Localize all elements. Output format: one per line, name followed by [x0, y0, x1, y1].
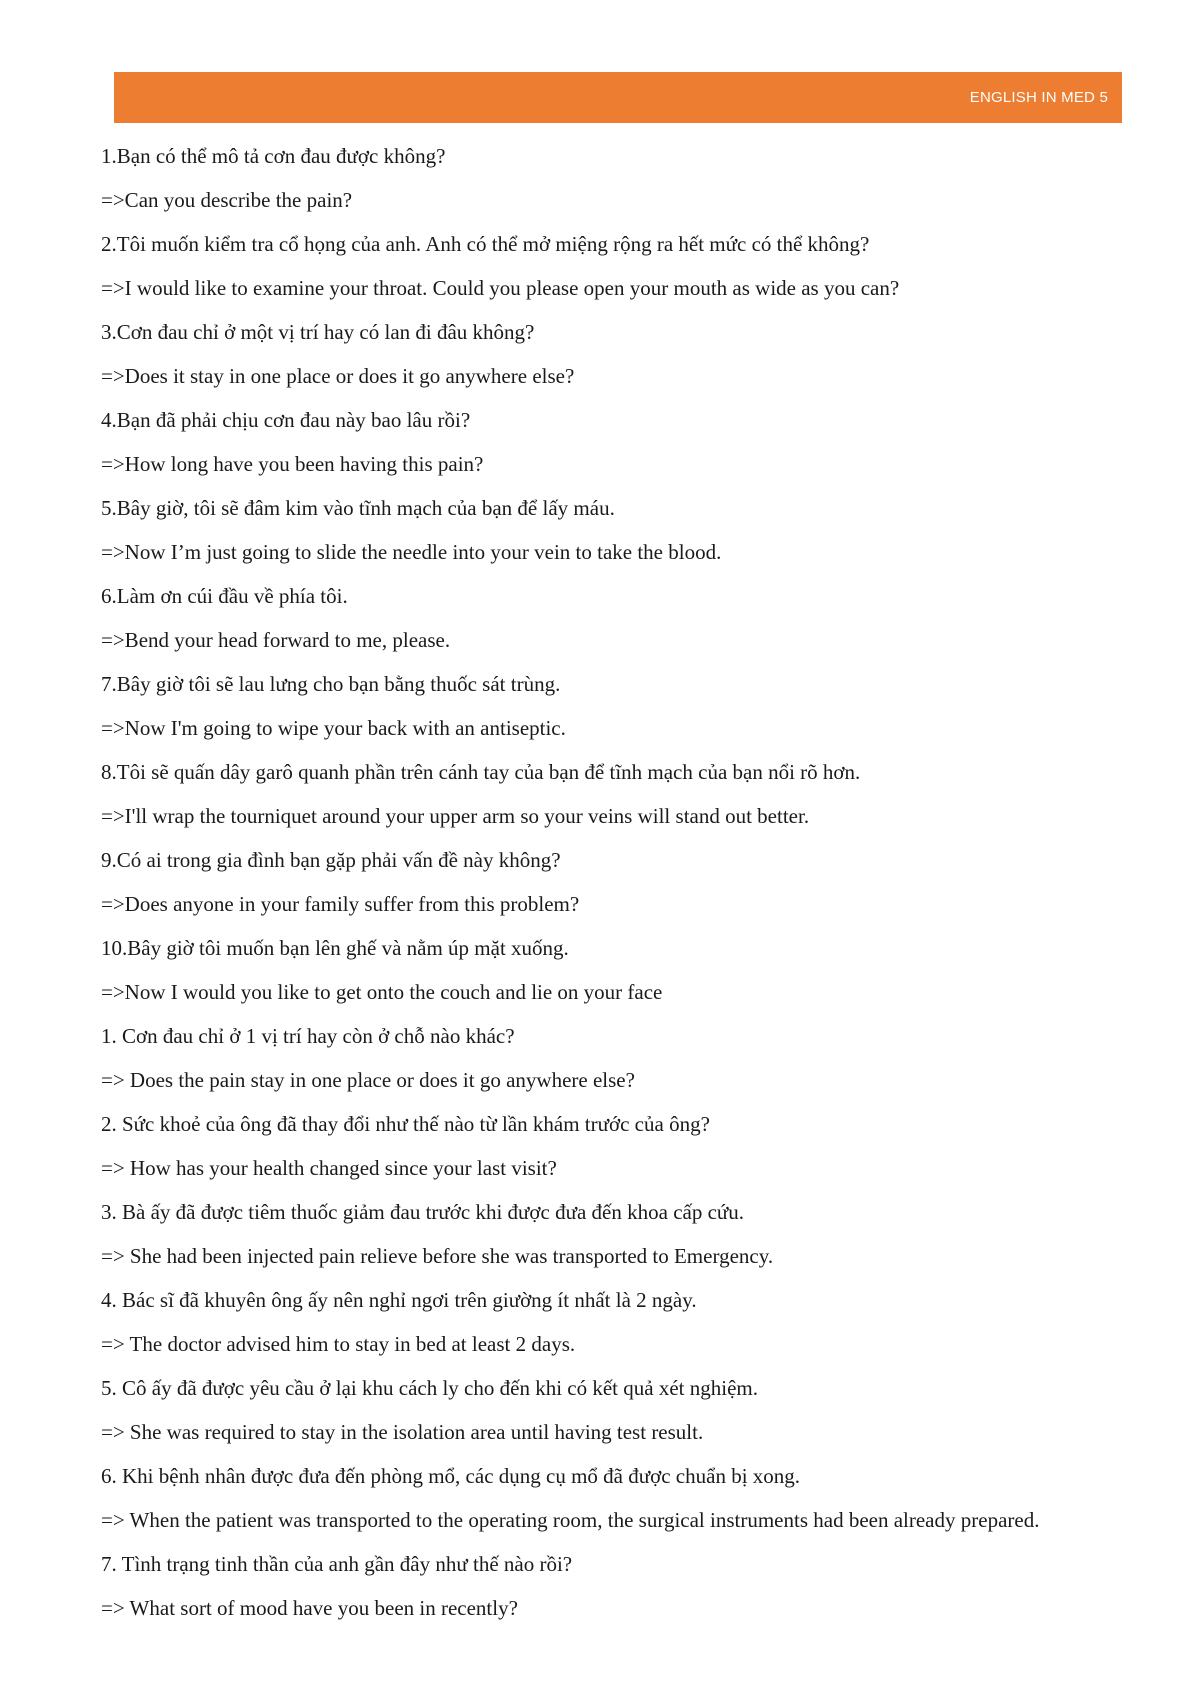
text-line: 10.Bây giờ tôi muốn bạn lên ghế và nằm úp mặt xuống.	[101, 936, 569, 960]
text-line: 7. Tình trạng tinh thần của anh gần đây như thế nào rồi?	[101, 1552, 573, 1576]
text-line: 2. Sức khoẻ của ông đã thay đổi như thế nào từ lần khám trước của ông?	[101, 1112, 710, 1136]
text-line: => Does the pain stay in one place or does it go anywhere else?	[101, 1068, 635, 1092]
text-line: => How has your health changed since your last visit?	[101, 1156, 557, 1180]
text-line: 6.Làm ơn cúi đầu về phía tôi.	[101, 584, 348, 608]
text-line: =>Does anyone in your family suffer from this problem?	[101, 892, 580, 916]
text-line: => What sort of mood have you been in recently?	[101, 1596, 518, 1620]
text-line: =>I would like to examine your throat. Could you please open your mouth as wide as you can?	[101, 276, 900, 300]
text-line: =>How long have you been having this pain?	[101, 452, 484, 476]
text-line: => The doctor advised him to stay in bed at least 2 days.	[101, 1332, 576, 1356]
text-line: 8.Tôi sẽ quấn dây garô quanh phần trên cánh tay của bạn để tĩnh mạch của bạn nổi rõ hơn.	[101, 760, 861, 784]
text-line: 9.Có ai trong gia đình bạn gặp phải vấn đề này không?	[101, 848, 561, 872]
text-line: 1.Bạn có thể mô tả cơn đau được không?	[101, 144, 446, 168]
text-line: =>Now I’m just going to slide the needle into your vein to take the blood.	[101, 540, 722, 564]
text-line: 4. Bác sĩ đã khuyên ông ấy nên nghỉ ngơi trên giường ít nhất là 2 ngày.	[101, 1288, 697, 1312]
header-bar	[114, 72, 1122, 123]
document-body	[101, 142, 1101, 1638]
text-line: => When the patient was transported to the operating room, the surgical instruments had been already prepared.	[101, 1508, 1040, 1532]
text-line: =>Bend your head forward to me, please.	[101, 628, 451, 652]
text-line: =>Does it stay in one place or does it go anywhere else?	[101, 364, 575, 388]
text-line: 5. Cô ấy đã được yêu cầu ở lại khu cách ly cho đến khi có kết quả xét nghiệm.	[101, 1376, 758, 1400]
text-line: 3. Bà ấy đã được tiêm thuốc giảm đau trước khi được đưa đến khoa cấp cứu.	[101, 1200, 745, 1224]
text-line: 7.Bây giờ tôi sẽ lau lưng cho bạn bằng thuốc sát trùng.	[101, 672, 561, 696]
text-line: =>I'll wrap the tourniquet around your upper arm so your veins will stand out better.	[101, 804, 810, 828]
text-line: 3.Cơn đau chỉ ở một vị trí hay có lan đi đâu không?	[101, 320, 535, 344]
text-line: =>Now I'm going to wipe your back with an antiseptic.	[101, 716, 566, 740]
text-line: 2.Tôi muốn kiểm tra cổ họng của anh. Anh có thể mở miệng rộng ra hết mức có thể không?	[101, 232, 870, 256]
text-line: 5.Bây giờ, tôi sẽ đâm kim vào tĩnh mạch của bạn để lấy máu.	[101, 496, 615, 520]
header-title: ENGLISH IN MED 5	[969, 89, 1108, 106]
text-line: 6. Khi bệnh nhân được đưa đến phòng mổ, các dụng cụ mổ đã được chuẩn bị xong.	[101, 1464, 801, 1488]
text-line: =>Can you describe the pain?	[101, 188, 353, 212]
text-line: => She had been injected pain relieve before she was transported to Emergency.	[101, 1244, 774, 1268]
text-line: =>Now I would you like to get onto the couch and lie on your face	[101, 980, 663, 1004]
text-line: => She was required to stay in the isolation area until having test result.	[101, 1420, 704, 1444]
text-line: 4.Bạn đã phải chịu cơn đau này bao lâu rồi?	[101, 408, 471, 432]
text-line: 1. Cơn đau chỉ ở 1 vị trí hay còn ở chỗ nào khác?	[101, 1024, 515, 1048]
